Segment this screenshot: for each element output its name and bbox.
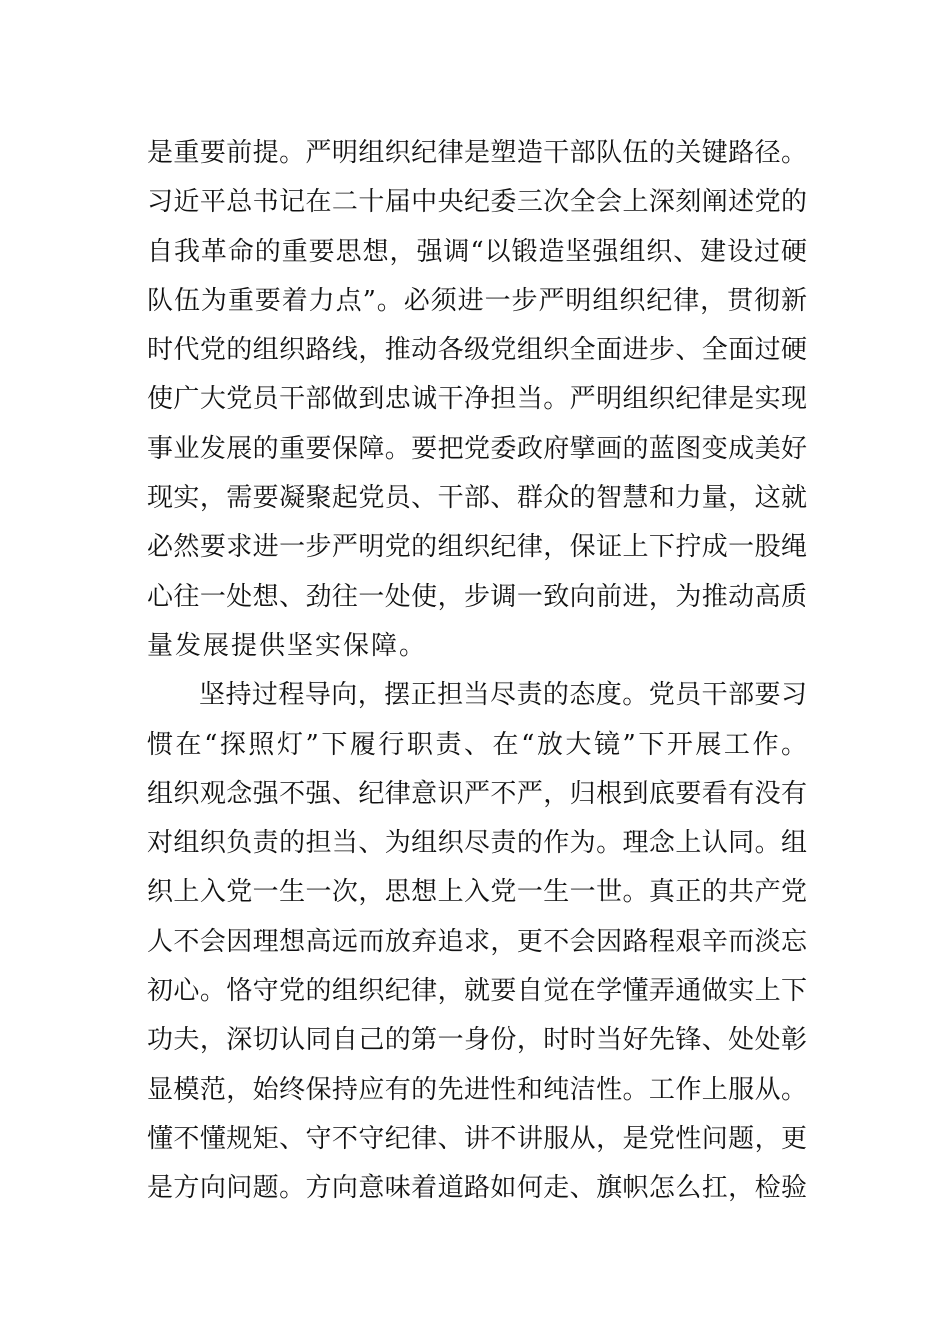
text-line: 习近平总书记在二十届中央纪委三次全会上深刻阐述党的 (147, 187, 807, 218)
paragraph-2 (147, 671, 807, 1213)
text-line: 人不会因理想高远而放弃追求，更不会因路程艰辛而淡忘 (147, 926, 807, 957)
text-line: 队伍为重要着力点”。必须进一步严明组织纪律，贯彻新 (147, 285, 807, 316)
body-text (147, 129, 807, 1214)
text-line: 是重要前提。严明组织纪律是塑造干部队伍的关键路径。 (147, 138, 807, 168)
text-line: 现实，需要凝聚起党员、干部、群众的智慧和力量，这就 (147, 483, 807, 514)
text-line: 功夫，深切认同自己的第一身份，时时当好先锋、处处彰 (147, 1025, 807, 1056)
text-line: 使广大党员干部做到忠诚干净担当。严明组织纪律是实现 (147, 384, 807, 415)
text-line: 织上入党一生一次，思想上入党一生一世。真正的共产党 (147, 877, 807, 908)
text-line: 自我革命的重要思想，强调“以锻造坚强组织、建设过硬 (147, 236, 807, 267)
text-line: 坚持过程导向，摆正担当尽责的态度。党员干部要习 (199, 680, 807, 711)
text-line: 对组织负责的担当、为组织尽责的作为。理念上认同。组 (147, 828, 807, 859)
text-line: 组织观念强不强、纪律意识严不严，归根到底要看有没有 (147, 778, 807, 809)
text-line: 事业发展的重要保障。要把党委政府擘画的蓝图变成美好 (147, 433, 807, 464)
paragraph-1 (147, 129, 807, 671)
text-line: 是方向问题。方向意味着道路如何走、旗帜怎么扛，检验 (147, 1173, 807, 1204)
text-line: 时代党的组织路线，推动各级党组织全面进步、全面过硬 (147, 335, 807, 366)
text-line: 惯在“探照灯”下履行职责、在“放大镜”下开展工作。 (147, 729, 807, 760)
text-line: 必然要求进一步严明党的组织纪律，保证上下拧成一股绳 (147, 532, 807, 563)
text-line: 心往一处想、劲往一处使，步调一致向前进，为推动高质 (147, 581, 807, 612)
text-line: 初心。恪守党的组织纪律，就要自觉在学懂弄通做实上下 (147, 976, 807, 1007)
text-line: 显模范，始终保持应有的先进性和纯洁性。工作上服从。 (147, 1074, 807, 1105)
text-line: 量发展提供坚实保障。 (147, 630, 428, 661)
text-line: 懂不懂规矩、守不守纪律、讲不讲服从，是党性问题，更 (147, 1123, 807, 1154)
